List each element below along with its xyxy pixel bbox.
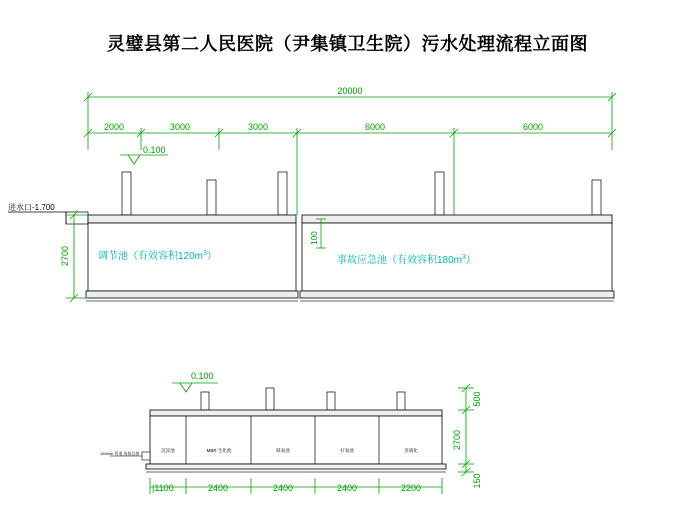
inlet-label: 进水口-1.700: [8, 203, 55, 212]
lower-dimension-1: |1100: [152, 483, 174, 493]
left-height-label: 2700: [60, 245, 70, 267]
lower-bottom-dimension-group: [150, 478, 442, 494]
lower-elevation-label: 0.100: [191, 371, 214, 381]
lower-right-dimension-2: 2700: [452, 429, 462, 451]
chamber-label-5: 反硝化: [404, 448, 418, 453]
lower-right-dimension-1: 500: [472, 391, 482, 407]
lower-dimension-5: 2200: [400, 483, 422, 493]
tank-2-label: 事故应急池（有效容积$180m^3$）: [337, 254, 476, 266]
lower-riser-pipes: [201, 388, 405, 410]
overall-dimension-label: 20000: [337, 86, 363, 96]
segment-dimension-4: 6000: [364, 122, 386, 132]
segment-dimension-5: 6000: [522, 122, 544, 132]
lower-body: [146, 410, 446, 472]
tank-1-label: 调节池（有效容积$120m^3$）: [98, 250, 217, 262]
lower-dimension-2: 2400: [207, 483, 229, 493]
pipe-label: 150mm 管道 连接总排: [100, 451, 140, 456]
chamber-label-3: 缺氧池: [276, 448, 290, 453]
segment-dimension-3: 3000: [247, 122, 269, 132]
segment-dimension-1: 2000: [103, 122, 125, 132]
chamber-label-4: 好氧池: [340, 448, 354, 453]
lower-right-dimension-3: 150: [472, 473, 482, 489]
lower-dimension-4: 2400: [336, 483, 358, 493]
page-title: 灵璧县第二人民医院（尹集镇卫生院）污水处理流程立面图: [107, 34, 588, 54]
chamber-label-2: MBR 生化池: [206, 448, 232, 453]
elevation-marker-label: 0.100: [143, 145, 166, 155]
segment-dimension-2: 3000: [169, 122, 191, 132]
lower-dimension-3: 2400: [272, 483, 294, 493]
lower-elevation-marker: [172, 383, 218, 392]
wall-thickness-label: 100: [310, 231, 319, 245]
chamber-label-1: 沉淀池: [161, 448, 175, 453]
